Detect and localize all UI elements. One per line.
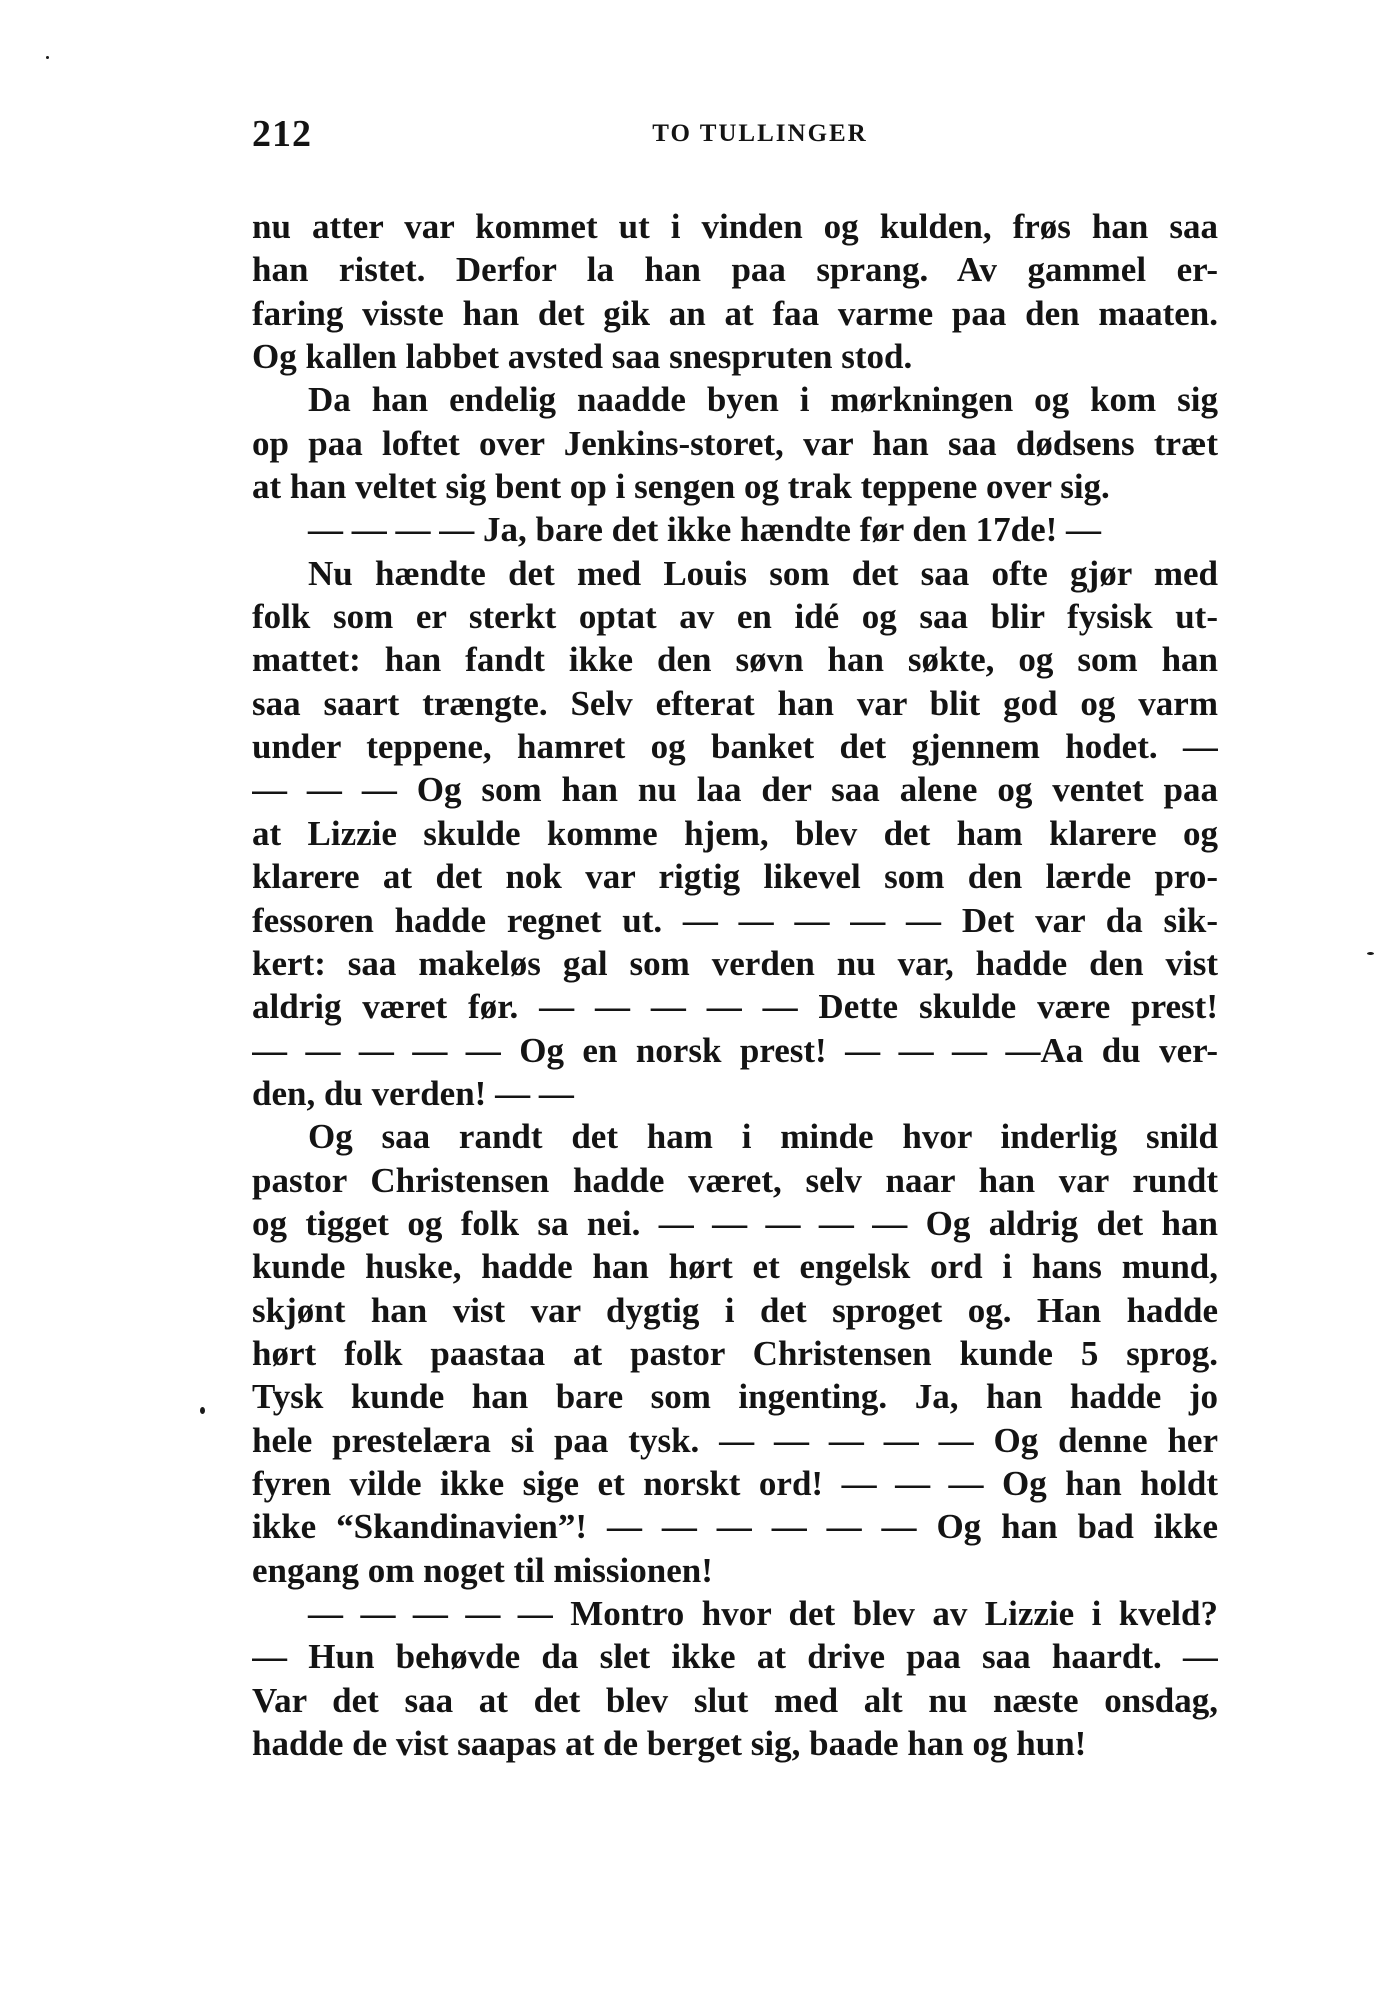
body-text <box>252 205 1218 1765</box>
scan-speck <box>1367 952 1374 955</box>
text-line: hele prestelæra si paa tysk. — — — — — Og denne her <box>252 1420 1218 1460</box>
text-line: aldrig været før. — — — — — Dette skulde være prest! <box>252 987 1218 1027</box>
text-line: hadde de vist saapas at de berget sig, baade han og hun! <box>252 1724 1087 1764</box>
running-head <box>252 108 1218 158</box>
text-line: fyren vilde ikke sige et norskt ord! — — — Og han holdt <box>252 1463 1218 1503</box>
paragraph <box>252 1115 1218 1592</box>
text-line: folk som er sterkt optat av en idé og saa blir fysisk ut- <box>252 597 1218 637</box>
text-line: — Hun behøvde da slet ikke at drive paa saa haardt. — <box>252 1637 1218 1677</box>
paragraph <box>252 205 1218 378</box>
text-line: han ristet. Derfor la han paa sprang. Av gammel er- <box>252 250 1218 290</box>
scan-speck <box>46 56 49 59</box>
text-line: Da han endelig naadde byen i mørkningen og kom sig <box>308 380 1218 420</box>
text-line: kunde huske, hadde han hørt et engelsk ord i hans mund, <box>252 1247 1218 1287</box>
paragraph <box>252 1592 1218 1765</box>
text-line: klarere at det nok var rigtig likevel som den lærde pro- <box>252 857 1218 897</box>
running-title: TO TULLINGER <box>652 120 868 147</box>
text-line: — — — Og som han nu laa der saa alene og ventet paa <box>252 770 1218 810</box>
scan-speck <box>200 1407 205 1414</box>
text-line: Tysk kunde han bare som ingenting. Ja, han hadde jo <box>252 1377 1218 1417</box>
text-line: skjønt han vist var dygtig i det sproget og. Han hadde <box>252 1290 1218 1330</box>
text-line: — — — — — Montro hvor det blev av Lizzie i kveld? <box>308 1594 1218 1633</box>
text-line: — — — — Ja, bare det ikke hændte før den 17de! — <box>308 510 1102 550</box>
text-line: mattet: han fandt ikke den søvn han søkte, og som han <box>252 640 1218 680</box>
text-line: under teppene, hamret og banket det gjennem hodet. — <box>252 727 1218 767</box>
text-line: op paa loftet over Jenkins-storet, var han saa dødsens træt <box>252 423 1218 463</box>
text-line: hørt folk paastaa at pastor Christensen kunde 5 sprog. <box>252 1333 1218 1373</box>
text-line: Var det saa at det blev slut med alt nu næste onsdag, <box>252 1680 1218 1720</box>
text-line: at Lizzie skulde komme hjem, blev det ham klarere og <box>252 813 1218 853</box>
page-number: 212 <box>252 113 312 155</box>
paragraph <box>252 508 1218 551</box>
paragraph <box>252 378 1218 508</box>
text-line: engang om noget til missionen! <box>252 1550 713 1590</box>
text-line: Nu hændte det med Louis som det saa ofte gjør med <box>308 553 1218 593</box>
text-line: Og kallen labbet avsted saa snespruten stod. <box>252 337 913 377</box>
paragraph <box>252 552 1218 1115</box>
text-line: faring visste han det gik an at faa varme paa den maaten. <box>252 293 1218 333</box>
text-line: den, du verden! — — <box>252 1073 574 1113</box>
text-line: ikke “Skandinavien”! — — — — — — Og han bad ikke <box>252 1507 1218 1547</box>
text-line: pastor Christensen hadde været, selv naar han var rundt <box>252 1160 1218 1200</box>
text-line: og tigget og folk sa nei. — — — — — Og aldrig det han <box>252 1203 1218 1243</box>
text-line: nu atter var kommet ut i vinden og kulden, frøs han saa <box>252 207 1218 246</box>
text-line: — — — — — Og en norsk prest! — — — —Aa du ver- <box>252 1030 1218 1070</box>
text-line: Og saa randt det ham i minde hvor inderlig snild <box>308 1117 1218 1157</box>
text-line: at han veltet sig bent op i sengen og trak teppene over sig. <box>252 467 1110 507</box>
text-line: fessoren hadde regnet ut. — — — — — Det var da sik- <box>252 900 1218 940</box>
text-line: saa saart trængte. Selv efterat han var blit god og varm <box>252 683 1218 723</box>
text-line: kert: saa makeløs gal som verden nu var, hadde den vist <box>252 943 1218 983</box>
